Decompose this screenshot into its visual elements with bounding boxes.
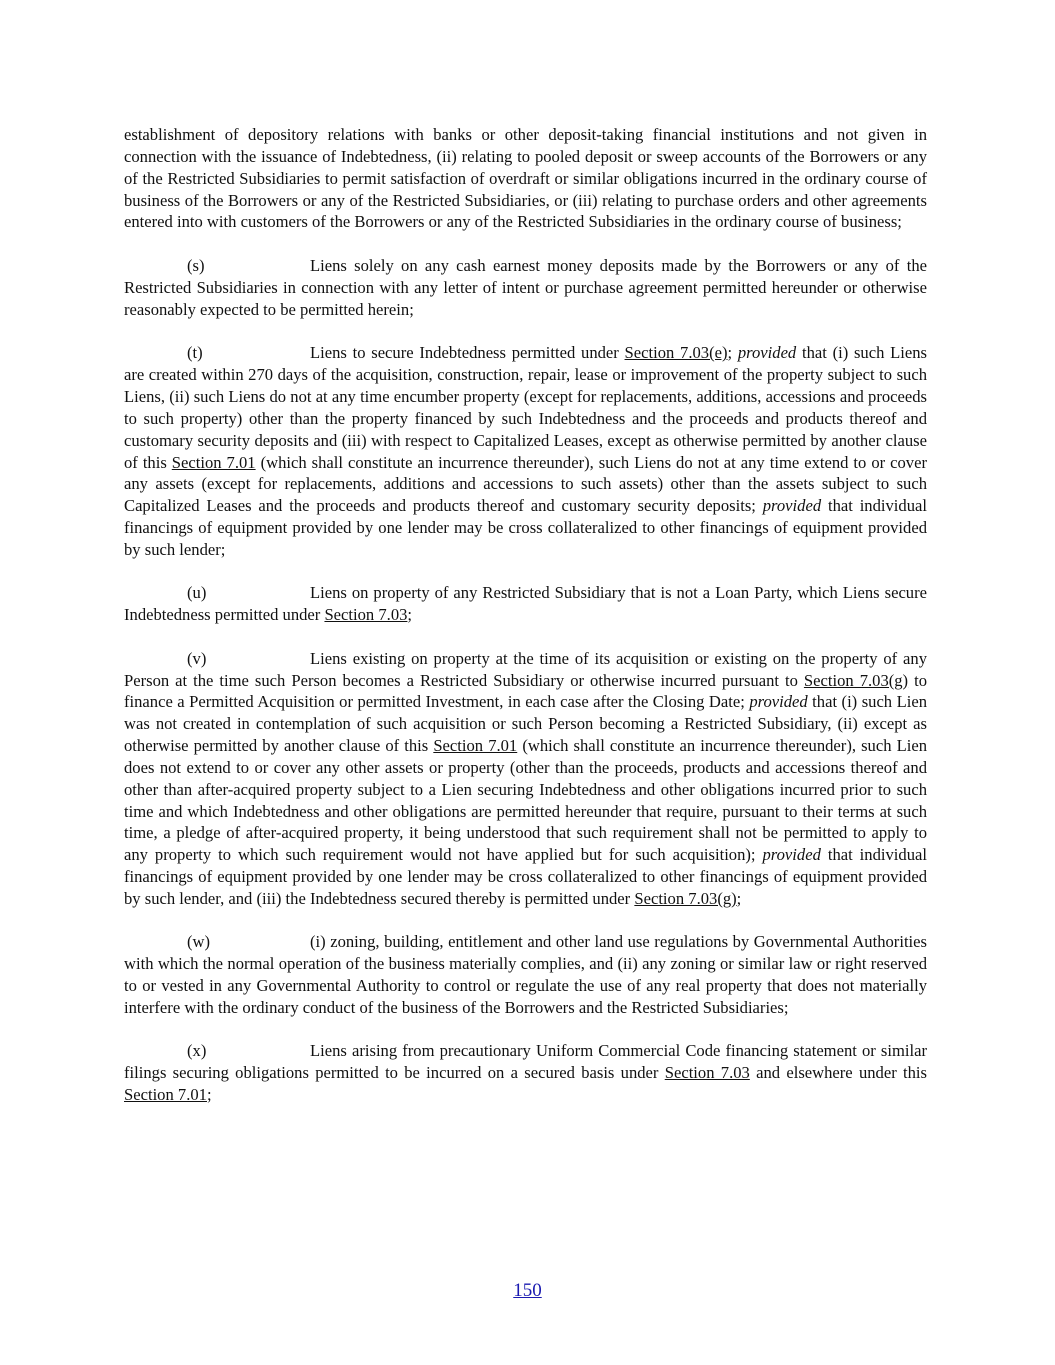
section-reference[interactable]: Section 7.03(g) [803,670,909,690]
section-reference[interactable]: Section 7.01 [433,736,518,756]
section-reference[interactable]: Section 7.03(g) [634,888,737,908]
emphasis-text: provided [749,692,808,712]
clause-text: Liens arising from precautionary Uniform Commercial Code financing statement or similar filings securing obligations permitted to be incurred on a secured basis under [124,1041,927,1083]
section-reference[interactable]: Section 7.01 [124,1085,207,1105]
clause-paragraph [124,1040,927,1106]
clause-text: and elsewhere under this [749,1063,927,1083]
clause-text: to finance a Permitted Acquisition or permitted Investment, in each case after the Closing Date; [124,670,928,712]
clause-text: Liens to secure Indebtedness permitted under [310,343,625,363]
clause-label: (w) [187,932,211,952]
page-number-link[interactable]: 150 [513,1280,542,1301]
clause-text: ; [407,605,413,625]
clause-text: (which shall constitute an incurrence thereunder), such Liens do not at any time extend to or cover any assets (except for replacements, additions and accessions to such assets) other than the assets subject to such Capitalized Leases and the proceeds and products thereof and customary security deposits; [124,452,927,516]
clause-text: ; [727,343,738,363]
clause-label: (s) [187,256,205,276]
section-reference[interactable]: Section 7.01 [171,452,256,472]
clause-label: (x) [187,1041,207,1061]
clause-text: (which shall constitute an incurrence thereunder), such Lien does not extend to or cover any other assets or property (other than the proceeds, products and accessions thereof and other than after-acquired property subject to a Lien securing Indebtedness and other obligations incurred prior to such time and which Indebtedness and other obligations are permitted hereunder that require, pursuant to their terms at such time, a pledge of after-acquired property, it being understood that such requirement shall not be permitted to apply to any property to which such requirement would not have applied but for such acquisition); [124,736,927,865]
clause-paragraph [124,582,927,626]
section-reference[interactable]: Section 7.03(e) [624,343,728,363]
clause-label: (t) [187,343,203,363]
clause-text: Liens existing on property at the time of its acquisition or existing on the property of any Person at the time such Person becomes a Restricted Subsidiary or otherwise incurred pursuant to [124,648,927,690]
clause-text: that individual financings of equipment provided by one lender may be cross collateralized to other financings of equipment provided by such lender; [124,496,927,559]
section-reference[interactable]: Section 7.03 [664,1063,750,1083]
clause-text: ; [736,888,742,908]
page-number[interactable] [0,1280,1055,1302]
clause-label: (u) [187,583,207,603]
clause-text: that individual financings of equipment provided by one lender may be cross collateralized to other financings of equipment provided by such lender, and (iii) the Indebtedness secured thereby is permitted under [124,845,927,908]
clause-label: (v) [187,648,207,668]
clause-text: ; [206,1085,212,1105]
clause-list [124,255,927,1106]
document-page [124,124,927,1127]
clause-text: (i) zoning, building, entitlement and other land use regulations by Governmental Authorities with which the normal operation of the business materially complies, and (ii) any zoning or similar law or right reserved to or vested in any Governmental Authority to control or regulate the use of any real property that does not materially interfere with the ordinary conduct of the business of the Borrowers and the Restricted Subsidiaries; [124,932,927,1017]
continuation-paragraph: establishment of depository relations with banks or other deposit-taking financial institutions and not given in connection with the issuance of Indebtedness, (ii) relating to pooled deposit or sweep accounts of the Borrowers or any of the Restricted Subsidiaries to permit satisfaction of overdraft or similar obligations incurred in the ordinary course of business of the Borrowers or any of the Restricted Subsidiaries, or (iii) relating to purchase orders and other agreements entered into with customers of the Borrowers or any of the Restricted Subsidiaries in the ordinary course of business; [124,125,927,232]
emphasis-text: provided [737,343,797,363]
clause-paragraph [124,648,927,910]
emphasis-text: provided [762,845,821,865]
clause-paragraph [124,931,927,1018]
clause-paragraph [124,342,927,560]
clause-text: that (i) such Lien was not created in contemplation of such acquisition or such Person becoming a Restricted Subsidiary, (ii) except as otherwise permitted by another clause of this [124,692,927,756]
clause-text: Liens on property of any Restricted Subsidiary that is not a Loan Party, which Liens secure Indebtedness permitted under [124,583,927,625]
clause-paragraph [124,255,927,321]
clause-text: that (i) such Liens are created within 270 days of the acquisition, construction, repair, lease or improvement of the property subject to such Liens, (ii) such Liens do not at any time encumber property (except for replacements, additions, accessions and proceeds to such property) other than the property financed by such Indebtedness and the proceeds and products thereof and customary security deposits and (iii) with respect to Capitalized Leases, except as otherwise permitted by another clause of this [124,343,927,472]
emphasis-text: provided [762,496,822,516]
clause-text: Liens solely on any cash earnest money deposits made by the Borrowers or any of the Restricted Subsidiaries in connection with any letter of intent or purchase agreement permitted hereunder or otherwise reasonably expected to be permitted herein; [124,256,927,319]
section-reference[interactable]: Section 7.03 [324,605,408,625]
